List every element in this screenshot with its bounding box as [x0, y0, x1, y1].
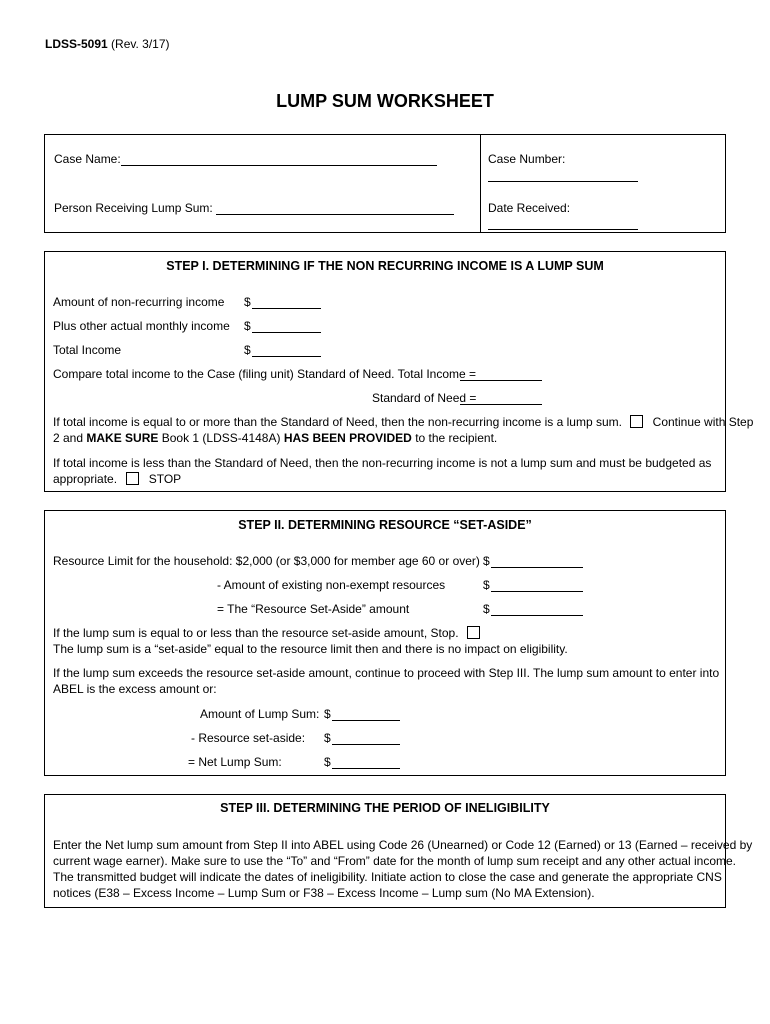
dollar-sign: $ — [324, 731, 331, 745]
step3-line3: The transmitted budget will indicate the dates of ineligibility. Initiate action to close the case and generate the appropriate CNS — [53, 870, 722, 884]
case-number-field[interactable] — [488, 181, 638, 182]
resource-set-aside-calc-label: - Resource set-aside: — [191, 731, 306, 745]
dollar-sign: $ — [244, 343, 251, 357]
step3-line4: notices (E38 – Excess Income – Lump Sum or F38 – Excess Income – Lump sum (No MA Extension). — [53, 886, 595, 900]
step1-para2-line1: If total income is less than the Standard of Need, then the non-recurring income is not a lump sum and must be budgeted as — [53, 456, 712, 470]
step1-title: STEP I. DETERMINING IF THE NON RECURRING INCOME IS A LUMP SUM — [166, 259, 604, 273]
step3-box — [44, 794, 753, 908]
resource-set-aside-field[interactable] — [491, 615, 583, 616]
dollar-sign: $ — [483, 602, 490, 616]
continue-step-text: Continue with Step — [652, 415, 754, 429]
dollar-sign: $ — [483, 578, 490, 592]
existing-resources-field[interactable] — [491, 591, 583, 592]
make-sure-text: MAKE SURE — [86, 431, 159, 445]
dollar-sign: $ — [324, 755, 331, 769]
dollar-sign: $ — [244, 295, 251, 309]
step1-para1-text: If total income is equal to or more than the Standard of Need, then the non-recurring income is a lump sum. — [53, 415, 622, 429]
amount-lump-sum-field[interactable] — [332, 720, 400, 721]
step2-para1-text: If the lump sum is equal to or less than the resource set-aside amount, Stop. — [53, 626, 459, 640]
step1-para2-line2 — [53, 472, 181, 486]
person-receiving-label: Person Receiving Lump Sum: — [54, 201, 213, 215]
net-lump-sum-label: = Net Lump Sum: — [188, 755, 282, 769]
case-name-label: Case Name: — [54, 152, 121, 166]
resource-set-aside-calc-field[interactable] — [332, 744, 400, 745]
total-income-field[interactable] — [252, 356, 321, 357]
date-received-label: Date Received: — [488, 201, 571, 215]
dollar-sign: $ — [244, 319, 251, 333]
existing-resources-label: - Amount of existing non-exempt resources — [217, 578, 446, 592]
standard-of-need-field[interactable] — [460, 404, 542, 405]
dollar-sign: $ — [483, 554, 490, 568]
step1-box — [44, 251, 754, 492]
case-info-divider — [480, 135, 481, 232]
step1-para2-text: appropriate. — [53, 472, 118, 486]
step3-line1: Enter the Net lump sum amount from Step II into ABEL using Code 26 (Unearned) or Code 12 (Earned) or 13 (Earned – received by — [53, 838, 753, 852]
step1-para1-text: to the recipient. — [415, 431, 498, 445]
other-income-field[interactable] — [252, 332, 321, 333]
step1-para1-line2 — [53, 431, 497, 445]
case-name-field[interactable] — [121, 165, 437, 166]
step2-para2-line2: ABEL is the excess amount or: — [53, 682, 217, 696]
stop-checkbox[interactable] — [126, 472, 139, 485]
step2-para1-line1 — [53, 626, 480, 640]
standard-of-need-label: Standard of Need = — [372, 391, 477, 405]
resource-set-aside-label: = The “Resource Set-Aside” amount — [217, 602, 410, 616]
form-code: LDSS-5091 — [45, 37, 108, 51]
step1-para1-line1 — [53, 415, 753, 429]
step3-title: STEP III. DETERMINING THE PERIOD OF INELIGIBILITY — [220, 801, 550, 815]
amount-nonrecurring-field[interactable] — [252, 308, 321, 309]
compare-total-field[interactable] — [460, 380, 542, 381]
amount-nonrecurring-label: Amount of non-recurring income — [53, 295, 225, 309]
step3-line2: current wage earner). Make sure to use the “To” and “From” date for the month of lump sum receipt and any other actual income. — [53, 854, 736, 868]
amount-lump-sum-label: Amount of Lump Sum: — [200, 707, 320, 721]
case-number-label: Case Number: — [488, 152, 566, 166]
has-been-provided-text: HAS BEEN PROVIDED — [283, 431, 412, 445]
person-receiving-field[interactable] — [216, 214, 454, 215]
step2-para1-line2: The lump sum is a “set-aside” equal to the resource limit then and there is no impact on eligibility. — [53, 642, 568, 656]
date-received-field[interactable] — [488, 229, 638, 230]
lump-sum-checkbox[interactable] — [630, 415, 643, 428]
form-id — [45, 37, 170, 51]
step2-box — [44, 510, 726, 776]
step2-title: STEP II. DETERMINING RESOURCE “SET-ASIDE” — [238, 518, 532, 532]
step1-para1-text: 2 and — [53, 431, 84, 445]
total-income-label: Total Income — [53, 343, 122, 357]
compare-text: Compare total income to the Case (filing unit) Standard of Need. Total Income = — [53, 367, 477, 381]
net-lump-sum-field[interactable] — [332, 768, 400, 769]
stop-text: STOP — [148, 472, 182, 486]
set-aside-stop-checkbox[interactable] — [467, 626, 480, 639]
page-title: LUMP SUM WORKSHEET — [276, 91, 494, 111]
resource-limit-label: Resource Limit for the household: $2,000 (or $3,000 for member age 60 or over) — [53, 554, 480, 568]
other-income-label: Plus other actual monthly income — [53, 319, 230, 333]
dollar-sign: $ — [324, 707, 331, 721]
resource-limit-field[interactable] — [491, 567, 583, 568]
case-info-box — [44, 134, 726, 233]
form-revision: (Rev. 3/17) — [111, 37, 170, 51]
step2-para2-line1: If the lump sum exceeds the resource set-aside amount, continue to proceed with Step III. The lump sum amount to enter into — [53, 666, 720, 680]
step1-para1-text: Book 1 (LDSS-4148A) — [161, 431, 281, 445]
